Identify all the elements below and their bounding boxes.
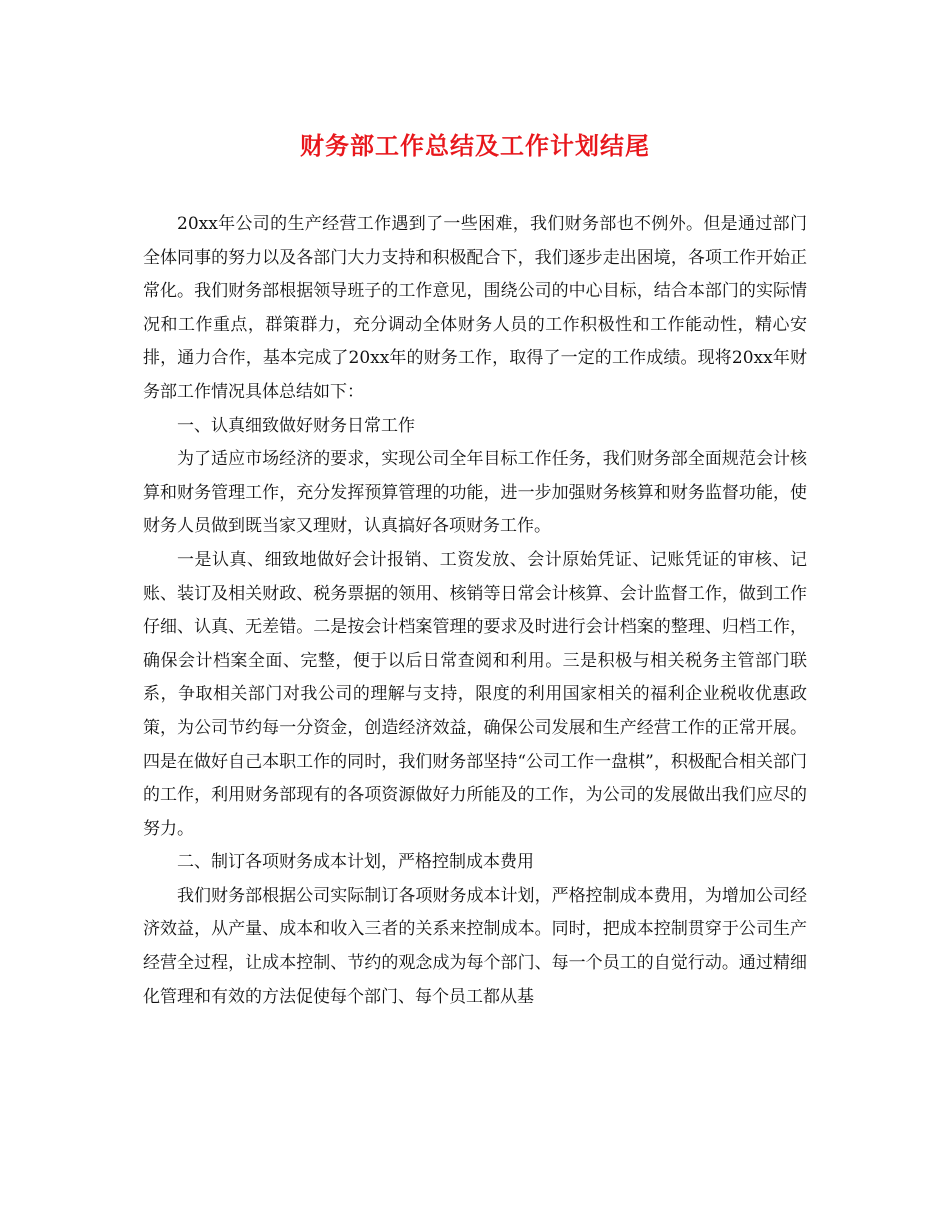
section-2-paragraph-1: 我们财务部根据公司实际制订各项财务成本计划，严格控制成本费用，为增加公司经济效益，从产量、成本和收入三者的关系来控制成本。同时，把成本控制贯穿于公司生产经营全过程，让成本控制、节约的观念成为每个部门、每一个员工的自觉行动。通过精细化管理和有效的方法促使每个部门、每个员工都从基 xyxy=(143,885,807,1007)
section-1-paragraph-2: 一是认真、细致地做好会计报销、工资发放、会计原始凭证、记账凭证的审核、记账、装订及相关财政、税务票据的领用、核销等日常会计核算、会计监督工作，做到工作仔细、认真、无差错。二是按会计档案管理的要求及时进行会计档案的整理、归档工作，确保会计档案全面、完整，便于以后日常查阅和利用。三是积极与相关税务主管部门联系，争取相关部门对我公司的理解与支持，限度的利用国家相关的福利企业税收优惠政策，为公司节约每一分资金，创造经济效益，确保公司发展和生产经营工作的正常开展。四是在做好自己本职工作的同时，我们财务部坚持“公司工作一盘棋”，积极配合相关部门的工作，利用财务部现有的各项资源做好力所能及的工作，为公司的发展做出我们应尽的努力。 xyxy=(143,549,807,839)
intro-paragraph: 20xx年公司的生产经营工作遇到了一些困难，我们财务部也不例外。但是通过部门全体同事的努力以及各部门大力支持和积极配合下，我们逐步走出困境，各项工作开始正常化。我们财务部根据领导班子的工作意见，围绕公司的中心目标，结合本部门的实际情况和工作重点，群策群力，充分调动全体财务人员的工作积极性和工作能动性，精心安排，通力合作，基本完成了20xx年的财务工作，取得了一定的工作成绩。现将20xx年财务部工作情况具体总结如下： xyxy=(143,214,807,402)
section-1-paragraph-1: 为了适应市场经济的要求，实现公司全年目标工作任务，我们财务部全面规范会计核算和财务管理工作，充分发挥预算管理的功能，进一步加强财务核算和财务监督功能，使财务人员做到既当家又理财，认真搞好各项财务工作。 xyxy=(143,449,807,537)
document-page xyxy=(143,128,807,1014)
document-title: 财务部工作总结及工作计划结尾 xyxy=(300,131,650,160)
section-heading-1: 一、认真细致做好财务日常工作 xyxy=(177,415,415,436)
section-heading-2: 二、制订各项财务成本计划，严格控制成本费用 xyxy=(177,852,534,873)
